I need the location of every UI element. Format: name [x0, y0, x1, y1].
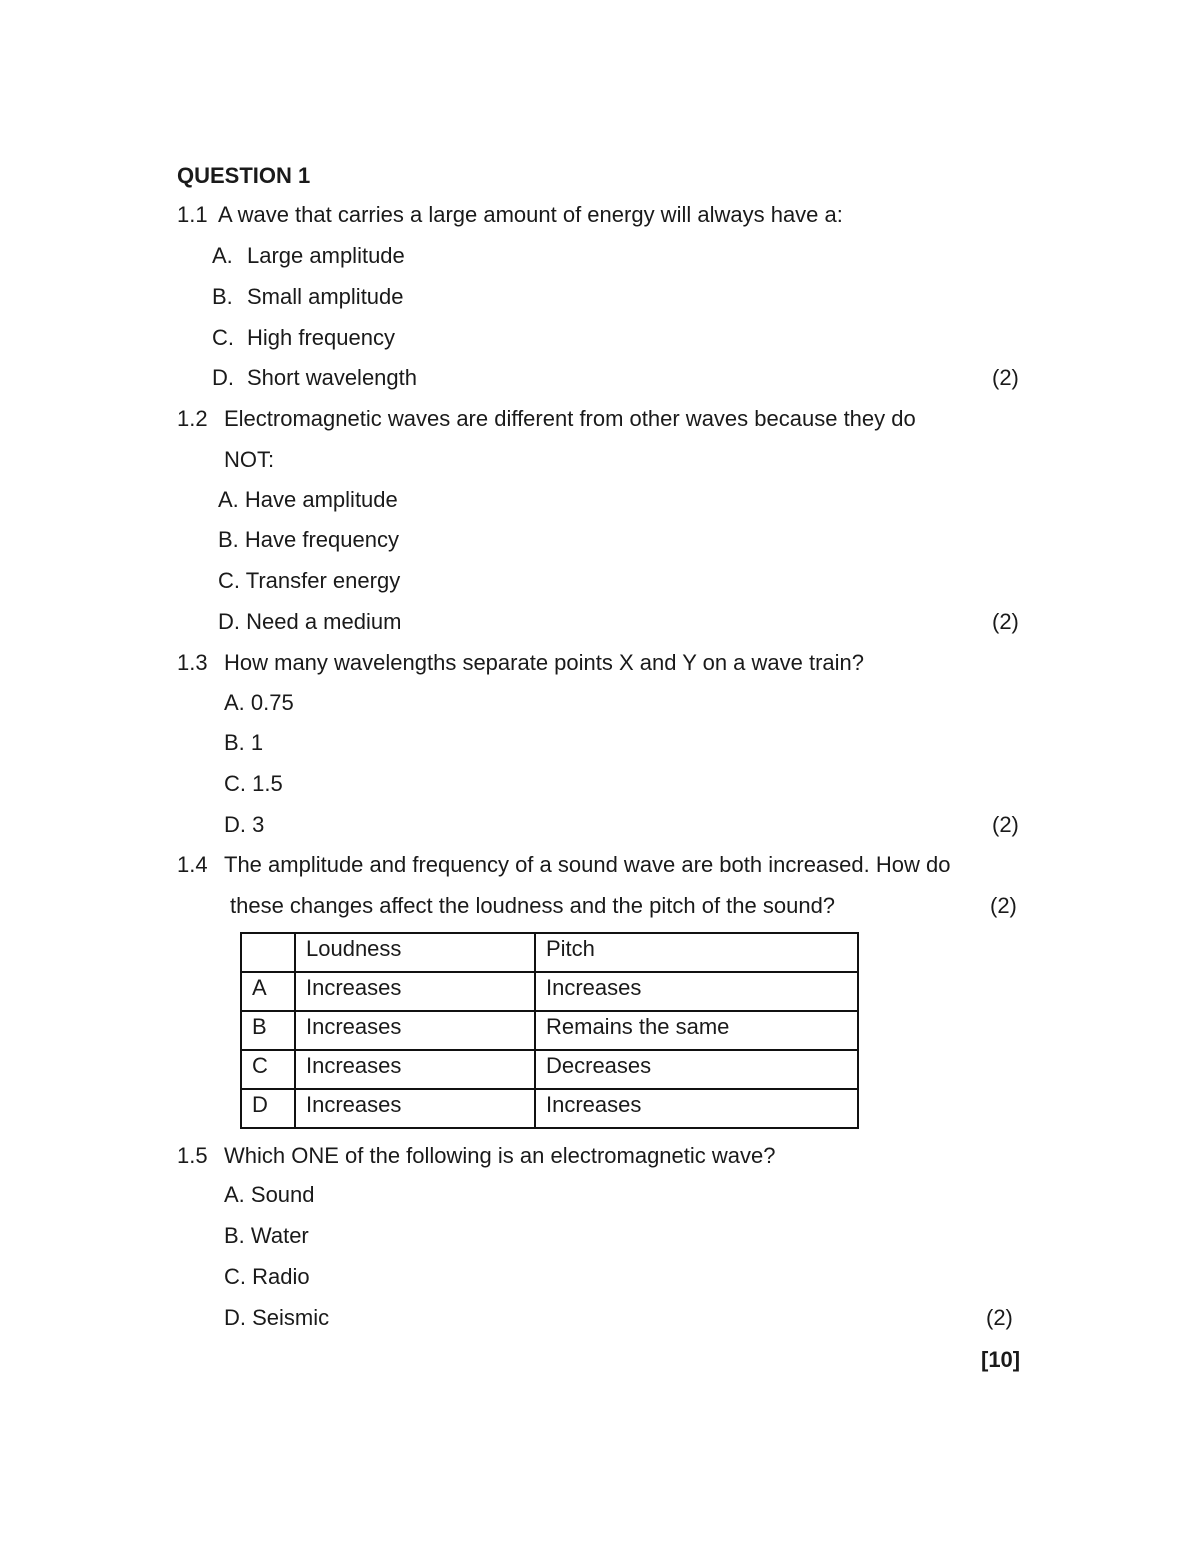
- question-1-4-number: 1.4: [177, 852, 208, 877]
- q1-3-marks: (2): [992, 812, 1019, 837]
- q1-1-option-c-letter: C.: [212, 325, 234, 350]
- q1-1-option-b-letter: B.: [212, 284, 233, 309]
- table-cell: D: [241, 1089, 295, 1128]
- table-row: [241, 972, 858, 1011]
- table-row: [241, 1050, 858, 1089]
- table-cell: Increases: [535, 1089, 858, 1128]
- q1-3-option-d: D. 3: [224, 812, 265, 837]
- question-1-1-text: A wave that carries a large amount of energy will always have a:: [218, 202, 843, 227]
- question-1-5-number: 1.5: [177, 1143, 208, 1168]
- question-1-2-number: 1.2: [177, 406, 208, 431]
- question-1-4-text-line2: these changes affect the loudness and the pitch of the sound?: [230, 893, 836, 918]
- q1-5-option-d: D. Seismic: [224, 1305, 330, 1330]
- table-cell: Remains the same: [535, 1011, 858, 1050]
- q1-3-option-a: A. 0.75: [224, 690, 294, 715]
- table-header-cell: [241, 933, 295, 972]
- table-cell: Increases: [295, 1050, 535, 1089]
- table-cell: Increases: [295, 972, 535, 1011]
- q1-3-option-b: B. 1: [224, 730, 264, 755]
- table-header-cell: Pitch: [535, 933, 858, 972]
- q1-5-option-c: C. Radio: [224, 1264, 310, 1289]
- question-1-3-number: 1.3: [177, 650, 208, 675]
- total-marks: [10]: [981, 1347, 1021, 1372]
- q1-1-option-d-letter: D.: [212, 365, 234, 390]
- q1-2-marks: (2): [992, 609, 1019, 634]
- q1-2-option-a: A. Have amplitude: [218, 487, 398, 512]
- q1-3-option-c: C. 1.5: [224, 771, 283, 796]
- q1-2-option-d: D. Need a medium: [218, 609, 402, 634]
- q1-1-option-b-text: Small amplitude: [247, 284, 404, 309]
- q1-1-option-a-letter: A.: [212, 243, 233, 268]
- table-cell: Decreases: [535, 1050, 858, 1089]
- loudness-pitch-table: [240, 932, 859, 1129]
- q1-5-option-b: B. Water: [224, 1223, 309, 1248]
- q1-2-option-c: C. Transfer energy: [218, 568, 401, 593]
- question-heading: QUESTION 1: [177, 163, 311, 188]
- table-row: [241, 1089, 858, 1128]
- question-1-1-number: 1.1: [177, 202, 208, 227]
- q1-5-marks: (2): [986, 1305, 1013, 1330]
- question-1-2-text-line1: Electromagnetic waves are different from other waves because they do: [224, 406, 916, 431]
- question-1-2-text-line2: NOT:: [224, 447, 275, 472]
- table-header-row: [241, 933, 858, 972]
- table-cell: Increases: [295, 1011, 535, 1050]
- table-cell: C: [241, 1050, 295, 1089]
- table-cell: B: [241, 1011, 295, 1050]
- q1-2-option-b: B. Have frequency: [218, 527, 399, 552]
- table-header-cell: Loudness: [295, 933, 535, 972]
- q1-5-option-a: A. Sound: [224, 1182, 315, 1207]
- q1-1-option-d-text: Short wavelength: [247, 365, 417, 390]
- q1-4-marks: (2): [990, 893, 1017, 918]
- q1-1-marks: (2): [992, 365, 1019, 390]
- table-cell: A: [241, 972, 295, 1011]
- q1-1-option-a-text: Large amplitude: [247, 243, 405, 268]
- question-1-4-text-line1: The amplitude and frequency of a sound wave are both increased. How do: [224, 852, 951, 877]
- table-cell: Increases: [295, 1089, 535, 1128]
- question-1-5-text: Which ONE of the following is an electromagnetic wave?: [224, 1143, 776, 1168]
- question-1-3-text: How many wavelengths separate points X and Y on a wave train?: [224, 650, 865, 675]
- table-cell: Increases: [535, 972, 858, 1011]
- q1-1-option-c-text: High frequency: [247, 325, 395, 350]
- table-row: [241, 1011, 858, 1050]
